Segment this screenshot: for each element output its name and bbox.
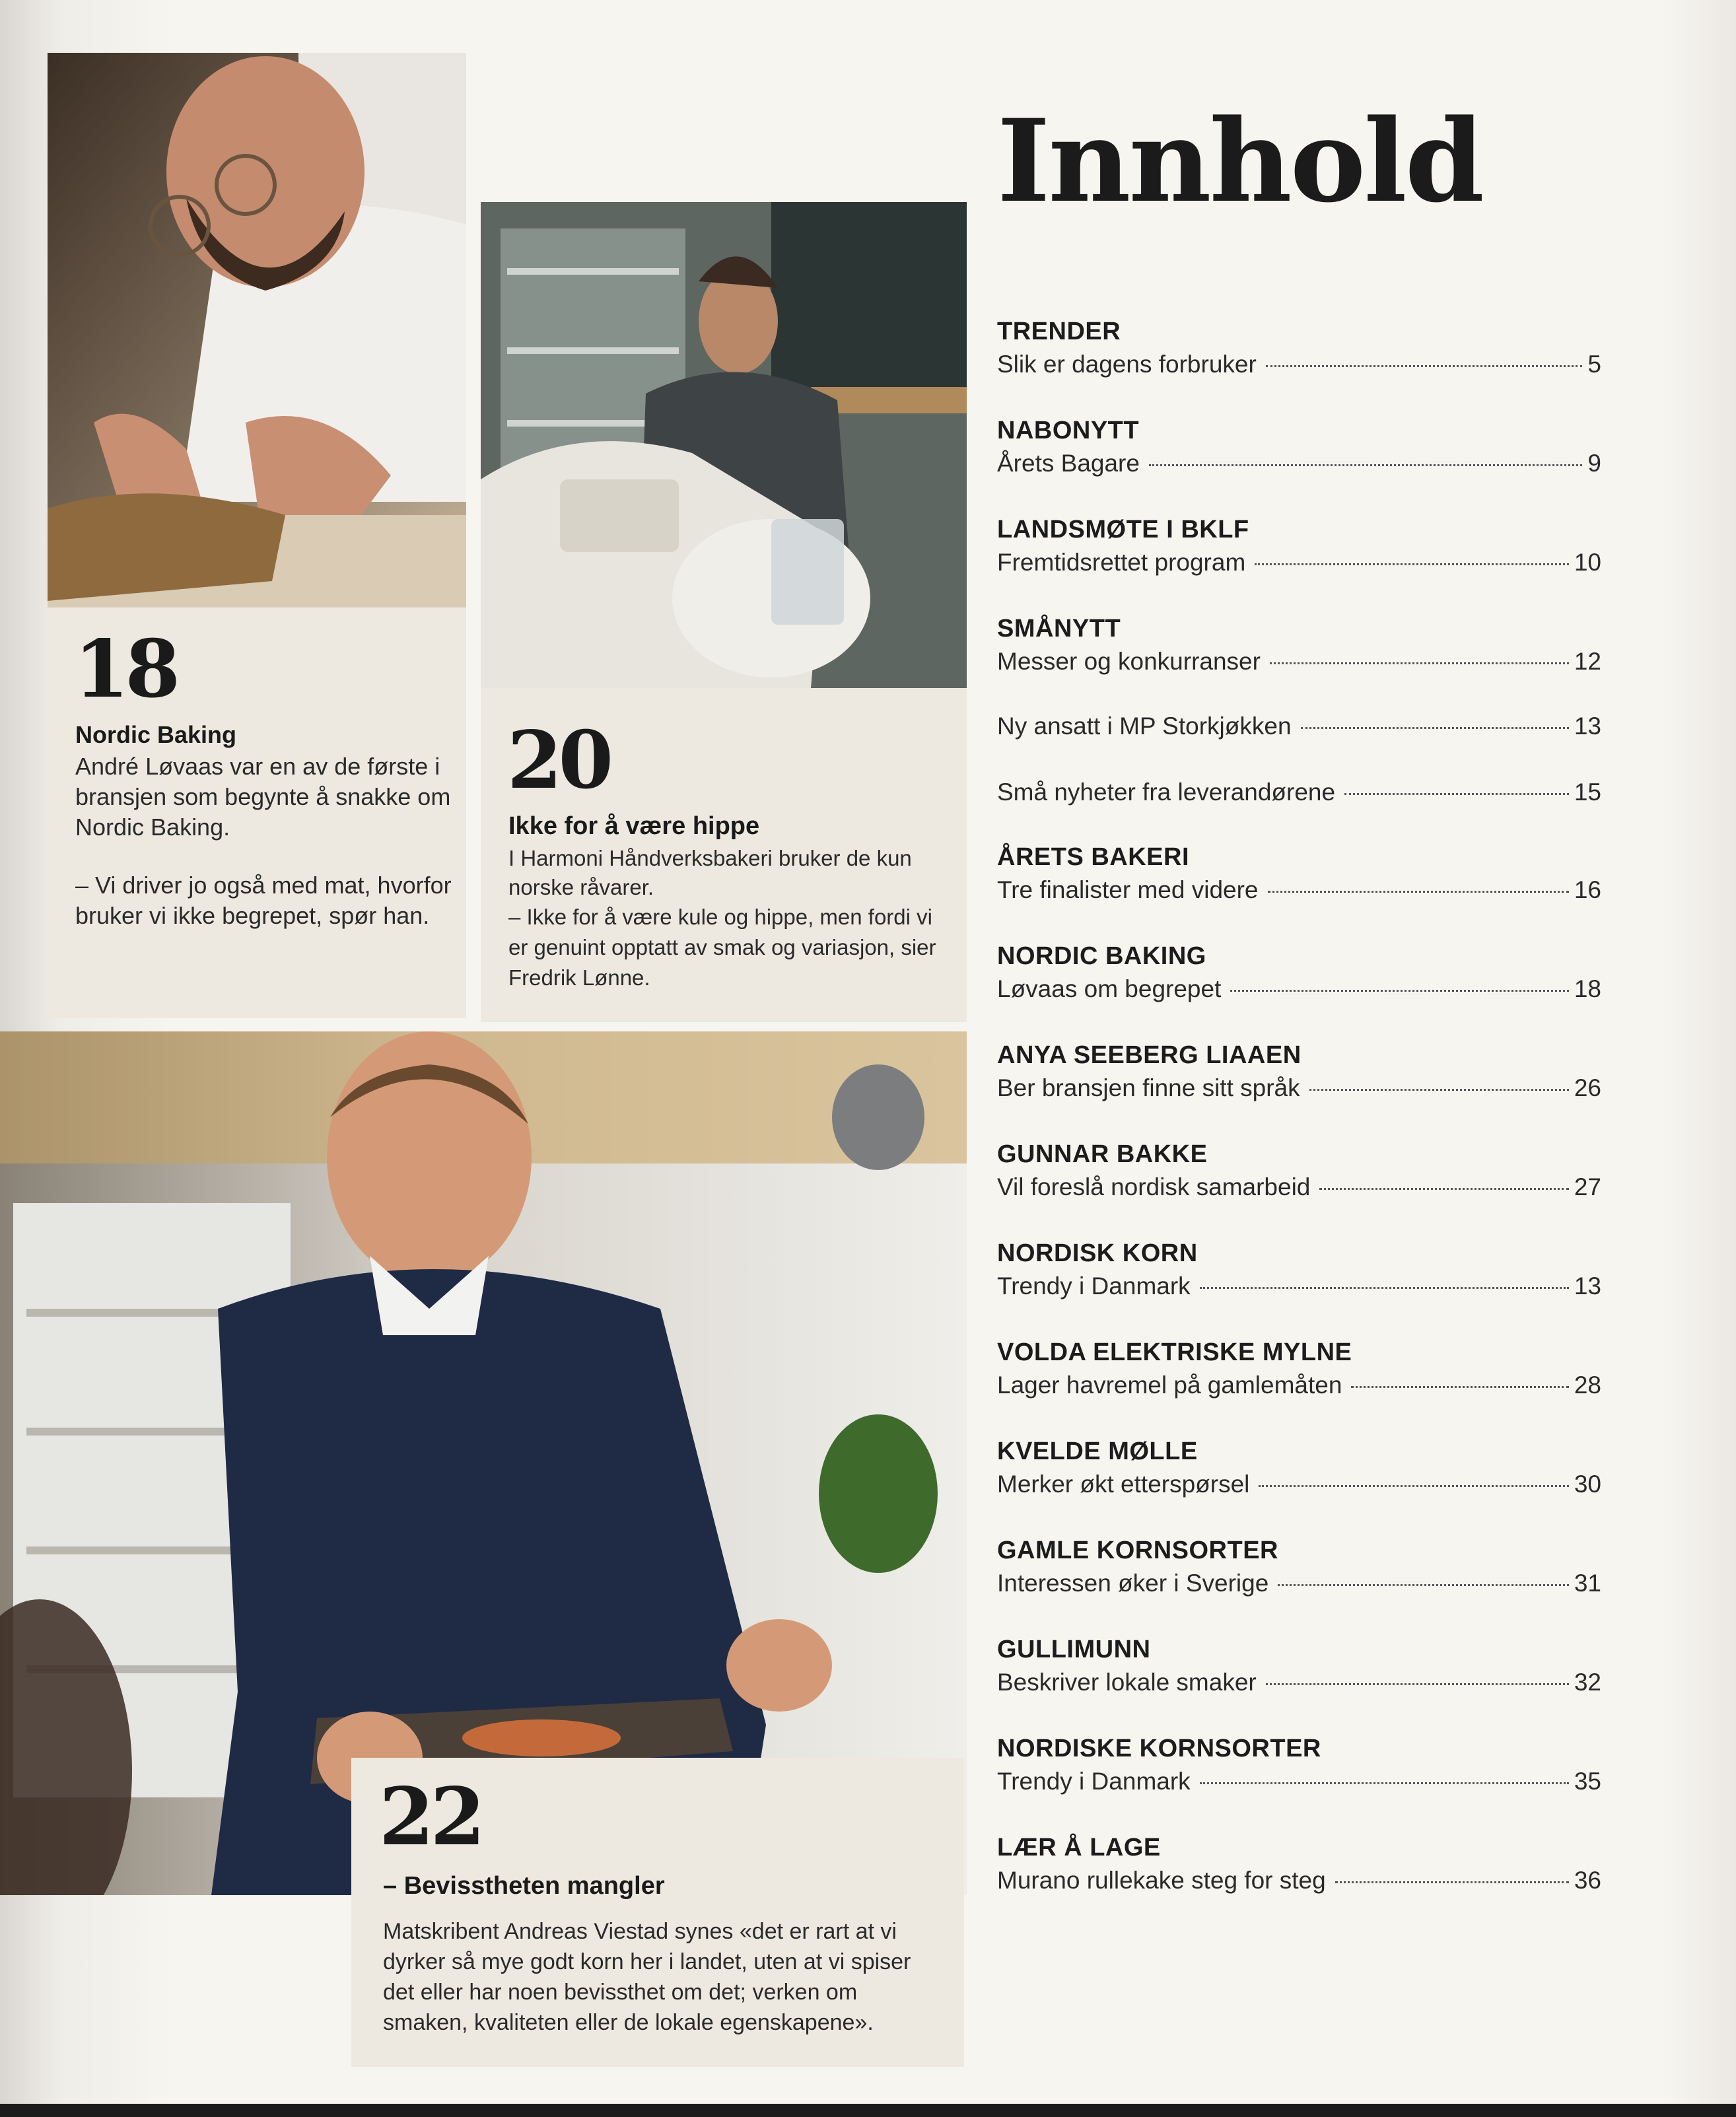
toc-entry[interactable]: [997, 613, 1601, 679]
toc-page-number: 12: [1574, 648, 1601, 675]
feature-title: Nordic Baking: [75, 721, 237, 748]
toc-title: Løvaas om begrepet: [997, 975, 1222, 1002]
toc-leader-dots: [1149, 464, 1582, 466]
toc-heading: VOLDA ELEKTRISKE MYLNE: [997, 1338, 1352, 1366]
toc-title: Fremtidsrettet program: [997, 549, 1246, 576]
toc-leader-dots: [1351, 1386, 1568, 1388]
toc-page-number: 13: [1574, 712, 1601, 740]
toc-page-number: 26: [1574, 1074, 1601, 1101]
toc-title: Messer og konkurranser: [997, 648, 1261, 675]
toc-page-number: 31: [1574, 1570, 1601, 1597]
toc-entry[interactable]: [997, 1138, 1601, 1204]
toc-leader-dots: [1266, 1683, 1569, 1685]
toc-page-number: 15: [1574, 779, 1601, 806]
toc-leader-dots: [1335, 1881, 1569, 1883]
toc-entry[interactable]: [997, 940, 1601, 1006]
toc-title: Tre finalister med videre: [997, 876, 1259, 903]
toc-entry[interactable]: [997, 1832, 1601, 1898]
feature-text: Matskribent Andreas Viestad synes «det er rart at vi dyrker så mye godt korn her i landet, uten at vi spiser det eller har noen bevissthet om det; verken om smaken, kvaliteten eller de lokale egenskapene».: [383, 1919, 911, 2035]
toc-title: Slik er dagens forbruker: [997, 351, 1257, 378]
toc-page-number: 28: [1574, 1371, 1601, 1399]
toc-leader-dots: [1278, 1584, 1569, 1586]
toc-heading: LANDSMØTE I BKLF: [997, 516, 1249, 543]
page-title: Innhold: [997, 94, 1482, 228]
feature-page-number: 18: [74, 623, 176, 716]
toc-heading: NABONYTT: [997, 417, 1140, 444]
toc-leader-dots: [1200, 1287, 1569, 1289]
toc-heading: TRENDER: [997, 318, 1121, 345]
toc-entry[interactable]: [997, 1039, 1601, 1105]
toc-page-number: 32: [1574, 1669, 1601, 1696]
toc-heading: NORDISKE KORNSORTER: [997, 1735, 1321, 1762]
toc-entry[interactable]: [997, 1336, 1601, 1403]
toc-title: Beskriver lokale smaker: [997, 1669, 1257, 1696]
toc-title: Murano rullekake steg for steg: [997, 1867, 1326, 1894]
toc-entry[interactable]: [997, 1634, 1601, 1700]
toc-page-number: 30: [1574, 1471, 1601, 1498]
toc-heading: ANYA SEEBERG LIAAEN: [997, 1041, 1302, 1069]
toc-entry[interactable]: [997, 316, 1601, 382]
toc-entry[interactable]: [997, 415, 1601, 481]
toc-leader-dots: [1301, 727, 1569, 729]
toc-leader-dots: [1266, 365, 1583, 367]
toc-leader-dots: [1255, 563, 1569, 565]
toc-heading: SMÅNYTT: [997, 615, 1121, 642]
feature-page-number: 20: [507, 714, 609, 807]
toc-page-number: 13: [1574, 1272, 1601, 1300]
toc-entry[interactable]: [997, 775, 1601, 810]
toc-heading: ÅRETS BAKERI: [997, 843, 1190, 871]
feature-title: Ikke for å være hippe: [508, 812, 760, 840]
toc-title: Trendy i Danmark: [997, 1768, 1191, 1795]
toc-leader-dots: [1259, 1485, 1568, 1487]
toc-leader-dots: [1309, 1089, 1569, 1091]
toc-entry[interactable]: [997, 514, 1601, 580]
feature-caption-18: [48, 607, 466, 1018]
toc-title: Årets Bagare: [997, 450, 1140, 477]
toc-title: Merker økt etterspørsel: [997, 1471, 1250, 1498]
toc-page-number: 16: [1574, 876, 1601, 903]
toc-title: Små nyheter fra leverandørene: [997, 779, 1336, 806]
toc-page-number: 10: [1574, 549, 1601, 576]
toc-heading: KVELDE MØLLE: [997, 1438, 1198, 1465]
toc-entry[interactable]: [997, 1535, 1601, 1601]
toc-heading: NORDIC BAKING: [997, 942, 1206, 970]
toc-title: Lager havremel på gamlemåten: [997, 1371, 1342, 1399]
page-bottom-edge: [0, 2104, 1736, 2117]
toc-heading: LÆR Å LAGE: [997, 1834, 1161, 1861]
toc-title: Interessen øker i Sverige: [997, 1570, 1269, 1597]
toc-leader-dots: [1319, 1188, 1568, 1190]
baker-portrait-photo: [48, 53, 466, 607]
feature-page-number: 22: [379, 1770, 481, 1863]
feature-text: I Harmoni Håndverksbakeri bruker de kun norske råvarer.: [508, 846, 912, 899]
toc-heading: GULLIMUNN: [997, 1636, 1151, 1663]
feature-caption-20: [481, 688, 967, 1022]
toc-entry[interactable]: [997, 1436, 1601, 1502]
toc-page-number: 27: [1574, 1173, 1601, 1200]
toc-title: Trendy i Danmark: [997, 1272, 1191, 1300]
toc-page-number: 9: [1587, 450, 1601, 477]
toc-entry[interactable]: [997, 709, 1601, 744]
toc-page-number: 5: [1587, 351, 1601, 378]
toc-leader-dots: [1344, 793, 1569, 795]
feature-text: André Løvaas var en av de første i bransjen som begynte å snakke om Nordic Baking.: [75, 753, 451, 841]
toc-title: Ber bransjen finne sitt språk: [997, 1074, 1300, 1101]
toc-entry[interactable]: [997, 1237, 1601, 1303]
feature-quote: – Vi driver jo også med mat, hvorfor bruker vi ikke begrepet, spør han.: [75, 872, 452, 929]
toc-heading: GUNNAR BAKKE: [997, 1140, 1208, 1168]
toc-leader-dots: [1230, 990, 1568, 992]
toc-page-number: 18: [1574, 975, 1601, 1002]
toc-heading: GAMLE KORNSORTER: [997, 1537, 1278, 1564]
toc-heading: NORDISK KORN: [997, 1239, 1198, 1267]
toc-leader-dots: [1200, 1782, 1569, 1784]
feature-title: – Bevisstheten mangler: [383, 1872, 665, 1900]
toc-leader-dots: [1270, 662, 1569, 664]
toc-page-number: 36: [1574, 1867, 1601, 1894]
bakery-kitchen-photo: [481, 202, 967, 688]
feature-caption-22: [351, 1758, 964, 2067]
toc-page-number: 35: [1574, 1768, 1601, 1795]
toc-title: Ny ansatt i MP Storkjøkken: [997, 712, 1292, 740]
toc-entry[interactable]: [997, 1733, 1601, 1799]
toc-title: Vil foreslå nordisk samarbeid: [997, 1173, 1311, 1200]
toc-entry[interactable]: [997, 841, 1601, 907]
toc-leader-dots: [1268, 891, 1569, 893]
feature-quote: – Ikke for å være kule og hippe, men fordi vi er genuint opptatt av smak og variasjon, sier Fredrik Lønne.: [508, 905, 936, 990]
